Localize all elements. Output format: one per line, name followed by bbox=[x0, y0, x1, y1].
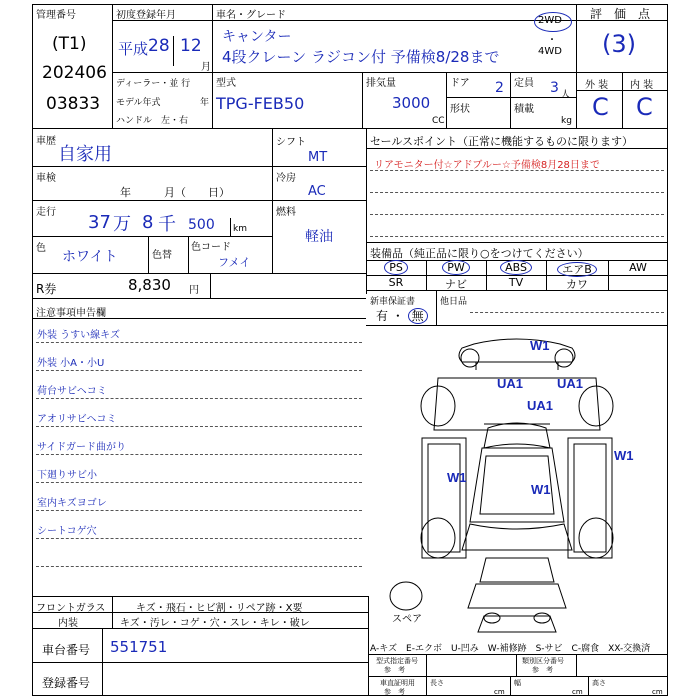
note-item: アオリサビヘコミ bbox=[37, 414, 117, 425]
kanri-label: 管理番号 bbox=[36, 10, 76, 21]
kanri-num: 03833 bbox=[46, 94, 101, 114]
note-item: 荷台サビヘコミ bbox=[37, 386, 107, 397]
width-label: 幅 bbox=[514, 679, 521, 687]
type-num-ref: 参 考 bbox=[384, 666, 405, 674]
shift-label: シフト bbox=[276, 137, 306, 148]
damage-mark: W1 bbox=[614, 448, 634, 463]
recycle-label: R券 bbox=[36, 282, 57, 296]
mileage-sen-unit: 千 bbox=[158, 214, 176, 235]
damage-mark: UA1 bbox=[527, 398, 554, 413]
damage-mark: UA1 bbox=[557, 376, 584, 391]
damage-mark: W1 bbox=[530, 338, 550, 353]
mileage-km: km bbox=[233, 224, 247, 234]
equipment-aw: AW bbox=[629, 261, 647, 274]
equipment-navi: ナビ bbox=[445, 278, 467, 291]
color-value: ホワイト bbox=[62, 249, 118, 265]
recycle-unit: 円 bbox=[189, 285, 199, 296]
displacement-label: 排気量 bbox=[366, 78, 396, 89]
notes-label: 注意事項申告欄 bbox=[36, 308, 106, 319]
mileage-man: 37 bbox=[88, 212, 111, 233]
exterior-grade: C bbox=[592, 93, 609, 121]
handle-label: ハンドル 左・右 bbox=[116, 116, 189, 126]
cert-label: 車直証明用 bbox=[380, 679, 415, 687]
registration-label: 登録番号 bbox=[42, 676, 91, 690]
type-num-label: 型式指定番号 bbox=[376, 657, 418, 665]
rating-label: 評 価 点 bbox=[590, 7, 651, 21]
capacity-value: 3 bbox=[550, 80, 559, 96]
interior-label: 内 装 bbox=[630, 80, 654, 91]
equipment-label: 装備品（純正品に限り○をつけてください） bbox=[370, 247, 589, 260]
note-item: シートコゲ穴 bbox=[37, 526, 97, 537]
first-reg-month: 12 bbox=[180, 36, 202, 56]
damage-mark: W1 bbox=[447, 470, 467, 485]
door-value: 2 bbox=[495, 80, 504, 96]
note-item: 室内キズヨゴレ bbox=[37, 498, 107, 509]
first-reg-era: 平成 bbox=[118, 40, 149, 58]
warranty-yes: 有 ・ bbox=[376, 309, 404, 323]
front-glass-text: キズ・飛石・ヒビ割・リペア跡・X要 bbox=[136, 603, 303, 614]
warranty-none: 無 bbox=[408, 308, 428, 324]
equipment-abs: ABS bbox=[500, 260, 532, 275]
equipment-pw: PW bbox=[442, 260, 470, 275]
first-reg-year: 28 bbox=[148, 36, 170, 56]
class-num-ref: 参 考 bbox=[532, 666, 553, 674]
fuel-label: 燃料 bbox=[276, 207, 296, 218]
mileage-rest: 500 bbox=[188, 217, 215, 233]
interior-grade: C bbox=[636, 93, 653, 121]
width-unit: cm bbox=[572, 688, 583, 696]
equipment-sr: SR bbox=[388, 276, 404, 289]
ac-label: 冷房 bbox=[276, 173, 296, 184]
car-name: キャンター bbox=[222, 29, 292, 45]
front-glass-label: フロントガラス bbox=[36, 603, 106, 614]
dealer-label: ディーラー・並 行 bbox=[116, 79, 191, 89]
note-item: 下廻りサビ小 bbox=[37, 470, 97, 481]
shaken-label: 車検 bbox=[36, 173, 56, 184]
load-label: 積載 bbox=[514, 104, 534, 115]
load-unit: kg bbox=[561, 116, 572, 126]
first-reg-month-unit: 月 bbox=[201, 62, 211, 73]
color-label: 色 bbox=[36, 243, 46, 254]
model-year-unit: 年 bbox=[200, 98, 210, 108]
capacity-unit: 人 bbox=[561, 90, 571, 100]
glass-interior-text: キズ・汚レ・コゲ・穴・スレ・キレ・破レ bbox=[120, 618, 310, 629]
height-label: 高さ bbox=[592, 679, 606, 687]
drive-4wd-label: 4WD bbox=[538, 46, 562, 57]
damage-legend: A-キズ E-エクボ U-凹み W-補修跡 S-サビ C-腐食 XX-交換済 bbox=[370, 644, 651, 654]
kanri-code: (T1) bbox=[52, 34, 87, 54]
fuel-value: 軽油 bbox=[305, 229, 333, 245]
mileage-man-unit: 万 bbox=[113, 214, 131, 235]
kanri-date: 202406 bbox=[42, 63, 107, 83]
shift-value: MT bbox=[308, 150, 328, 165]
model-label: 車名・グレード bbox=[216, 10, 286, 21]
height-unit: cm bbox=[652, 688, 663, 696]
handover-label: 他日品 bbox=[440, 297, 468, 307]
damage-mark: W1 bbox=[531, 482, 551, 497]
sales-point-text: リアモニター付☆アドブルー☆予備検8月28日まで bbox=[374, 160, 600, 171]
length-unit: cm bbox=[494, 688, 505, 696]
equipment-leather: カワ bbox=[566, 278, 588, 291]
shape-label: 形状 bbox=[450, 104, 470, 115]
length-label: 長さ bbox=[430, 679, 444, 687]
warranty-value bbox=[376, 307, 428, 324]
cc-unit: CC bbox=[432, 116, 445, 126]
equipment-ps: PS bbox=[384, 260, 408, 275]
chassis-value: 551751 bbox=[110, 638, 168, 656]
drive-2wd-label: 2WD bbox=[538, 15, 562, 26]
equipment-tv: TV bbox=[508, 276, 524, 289]
rating-score: (3) bbox=[602, 30, 636, 58]
capacity-label: 定員 bbox=[514, 78, 534, 89]
note-item: サイドガード曲がり bbox=[37, 442, 126, 453]
note-item: 外装 小A・小U bbox=[37, 358, 105, 369]
chassis-label: 車台番号 bbox=[42, 643, 91, 657]
damage-mark: UA1 bbox=[497, 376, 524, 391]
door-label: ドア bbox=[450, 78, 470, 89]
history-value: 自家用 bbox=[58, 144, 112, 165]
color-change-label: 色替 bbox=[152, 250, 172, 261]
type-label: 型式 bbox=[216, 78, 236, 89]
warranty-label: 新車保証書 bbox=[370, 297, 416, 307]
color-code-value: フメイ bbox=[218, 256, 251, 269]
note-item: 外装 うすい線キズ bbox=[37, 330, 120, 341]
color-code-label: 色コード bbox=[191, 242, 231, 253]
displacement-value: 3000 bbox=[392, 94, 431, 112]
sales-point-label: セールスポイント（正常に機能するものに限ります） bbox=[370, 135, 634, 148]
mileage-sen: 8 bbox=[142, 212, 154, 233]
vehicle-diagram bbox=[366, 326, 668, 638]
spare-label: スペア bbox=[392, 614, 422, 625]
ac-value: AC bbox=[308, 184, 326, 199]
cert-ref: 参 考 bbox=[384, 688, 405, 696]
shaken-date: 年 月（ 日） bbox=[120, 186, 230, 199]
exterior-label: 外 装 bbox=[585, 80, 609, 91]
glass-interior-label: 内装 bbox=[58, 618, 78, 629]
equipment-airbag: エアB bbox=[557, 262, 597, 277]
car-grade: 4段クレーン ラジコン付 予備検8/28まで bbox=[222, 48, 500, 66]
mileage-label: 走行 bbox=[36, 207, 56, 218]
recycle-value: 8,830 bbox=[128, 276, 171, 294]
first-reg-label: 初度登録年月 bbox=[116, 10, 176, 21]
model-year-label: モデル年式 bbox=[116, 98, 161, 108]
drive-dot: ・ bbox=[547, 35, 557, 46]
type-value: TPG-FEB50 bbox=[216, 94, 305, 113]
class-num-label: 類別区分番号 bbox=[522, 657, 564, 665]
history-label: 車歴 bbox=[36, 136, 56, 147]
